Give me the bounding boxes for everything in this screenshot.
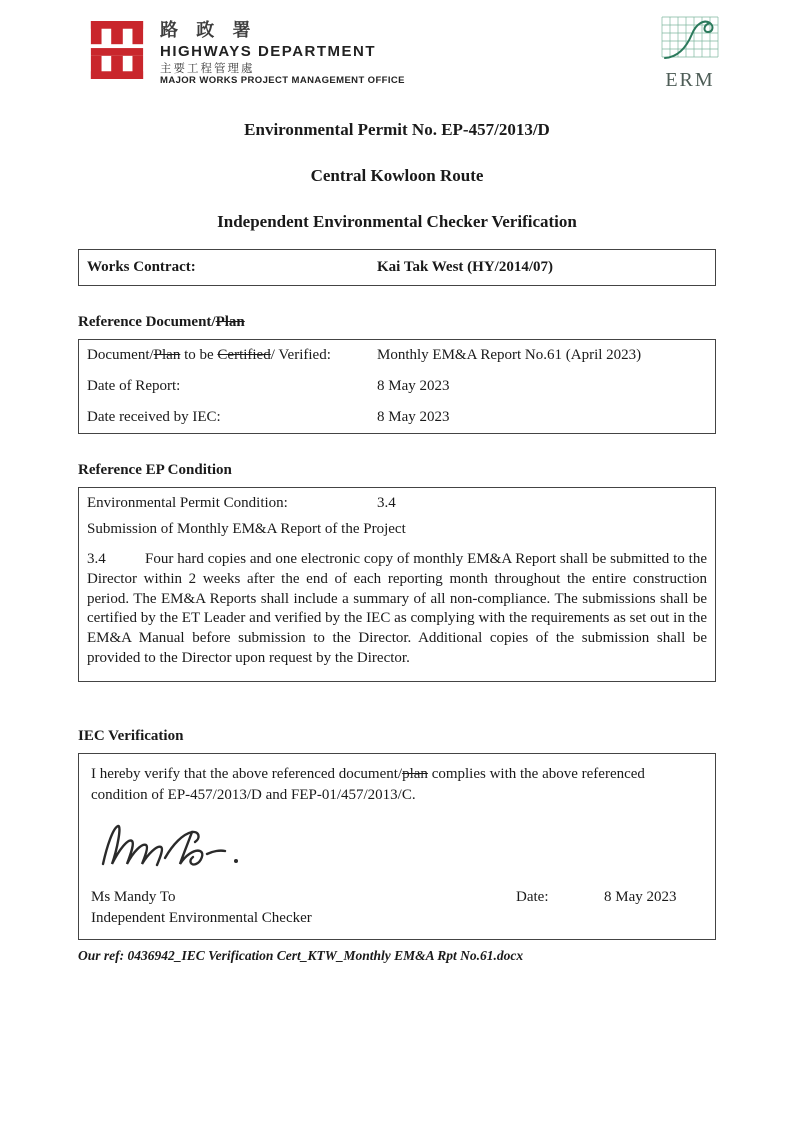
reference-ep-heading: Reference EP Condition <box>78 462 232 478</box>
verification-title: Independent Environmental Checker Verification <box>217 212 577 231</box>
statement-struck-plan: plan <box>402 765 428 782</box>
date-label: Date: <box>516 888 549 905</box>
doc-label-part5: / Verified: <box>270 347 331 363</box>
signatory-name: Ms Mandy To <box>91 888 176 905</box>
dept-name-chinese: 路 政 署 <box>160 20 257 41</box>
signatory-title: Independent Environmental Checker <box>91 909 312 926</box>
doc-label-struck-certified: Certified <box>217 347 271 363</box>
highways-department-logo-icon <box>88 20 146 80</box>
date-received-row <box>79 402 715 433</box>
date-of-report-label: Date of Report: <box>87 378 181 394</box>
signatory-date-row <box>91 889 703 906</box>
document-verified-label <box>87 347 377 364</box>
reference-document-box <box>78 339 716 434</box>
doc-label-struck-plan: Plan <box>153 347 181 363</box>
reference-document-heading-struck: Plan <box>215 314 245 330</box>
document-verified-value: Monthly EM&A Report No.61 (April 2023) <box>377 347 642 363</box>
works-contract-row <box>79 250 715 285</box>
reference-document-heading <box>78 314 716 331</box>
iec-verification-box <box>78 753 716 940</box>
dept-name-english: HIGHWAYS DEPARTMENT <box>160 42 377 60</box>
permit-title: Environmental Permit No. EP-457/2013/D <box>244 120 550 139</box>
date-of-report-value: 8 May 2023 <box>377 378 450 394</box>
clause-number: 3.4 <box>87 551 106 567</box>
title-block <box>0 120 794 258</box>
document-verified-row <box>79 340 715 371</box>
ep-clause-paragraph <box>79 546 715 681</box>
erm-logo-block <box>660 16 720 92</box>
doc-label-part1: Document/ <box>87 347 154 363</box>
works-contract-label: Works Contract: <box>87 259 196 275</box>
statement-part1: I hereby verify that the above referenced document/ <box>91 765 403 782</box>
ep-condition-label: Environmental Permit Condition: <box>87 495 288 511</box>
date-value: 8 May 2023 <box>604 888 677 905</box>
works-contract-box <box>78 249 716 286</box>
project-title: Central Kowloon Route <box>310 166 484 185</box>
date-of-report-row <box>79 371 715 402</box>
office-name-chinese: 主要工程管理處 <box>160 60 255 75</box>
erm-grid-logo-icon <box>661 16 719 64</box>
clause-text: Four hard copies and one electronic copy of monthly EM&A Report shall be submitted to the Director within 2 weeks after the end of each reporting month throughout the entire construction period. The EM&A Reports shall include a summary of all non-compliance. The submissions shall be certified by the ET Leader and verified by the IEC as complying with the requirements as set out in the EM&A Manual before submission to the Director. Additional copies of the submission shall be provided to the Director upon request by the Director. <box>87 551 707 666</box>
document-body <box>78 249 716 964</box>
iec-verification-heading: IEC Verification <box>78 727 184 744</box>
works-contract-value: Kai Tak West (HY/2014/07) <box>377 259 554 275</box>
date-received-value: 8 May 2023 <box>377 409 450 425</box>
doc-label-part3: to be <box>180 347 218 363</box>
ep-condition-value: 3.4 <box>377 495 396 511</box>
ep-condition-row <box>79 488 715 519</box>
erm-logo-text: ERM <box>665 69 715 91</box>
signature-image <box>95 818 255 876</box>
statement-part3: complies with the above referenced condition of EP-457/2013/D and FEP-01/457/2013/C. <box>91 765 645 803</box>
our-ref-line: Our ref: 0436942_IEC Verification Cert_KTW_Monthly EM&A Rpt No.61.docx <box>78 947 524 963</box>
office-name-english: MAJOR WORKS PROJECT MANAGEMENT OFFICE <box>160 75 405 87</box>
verification-statement <box>91 764 703 806</box>
submission-line: Submission of Monthly EM&A Report of the Project <box>87 521 406 537</box>
date-received-label: Date received by IEC: <box>87 409 221 425</box>
reference-ep-box <box>78 487 716 682</box>
reference-document-heading-main: Reference Document/ <box>78 314 216 330</box>
department-header <box>160 21 405 87</box>
